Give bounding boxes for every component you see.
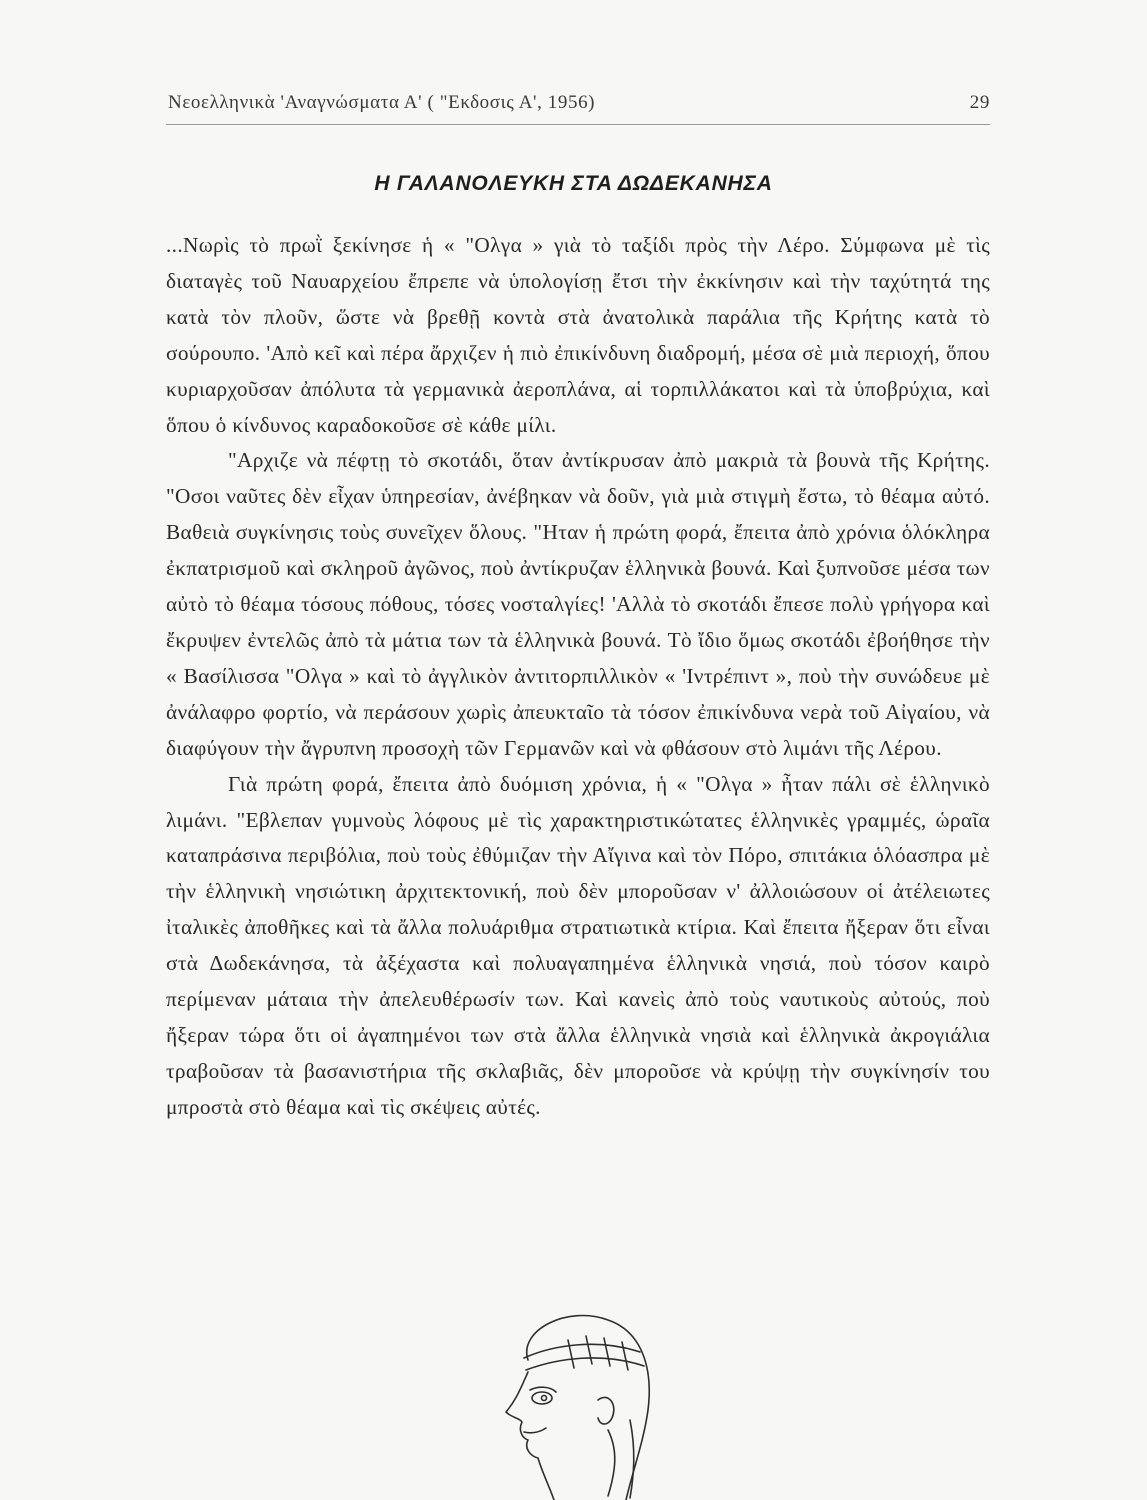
article-body	[166, 228, 990, 1126]
book-title-header: Νεοελληνικὰ 'Αναγνώσματα Α' ( "Εκδοσις Α', 1956)	[168, 92, 596, 113]
sketch-face-profile	[506, 1372, 554, 1500]
chapter-title: Η ΓΑΛΑΝΟΛΕΥΚΗ ΣΤΑ ΔΩΔΕΚΑΝΗΣΑ	[374, 172, 773, 195]
paragraph-2: "Αρχιζε νὰ πέφτῃ τὸ σκοτάδι, ὅταν ἀντίκρυσαν ἀπὸ μακριὰ τὰ βουνὰ τῆς Κρήτης. "Οσοι ναῦτες δὲν εἶχαν ὑπηρεσίαν, ἀνέβηκαν νὰ δοῦν, γιὰ μιὰ στιγμὴ ἔστω, τὸ θέαμα αὐτό. Βαθειὰ συγκίνησις τοὺς συνεῖχεν ὅλους. "Ηταν ἡ πρώτη φορά, ἔπειτα ἀπὸ χρόνια ὁλόκληρα ἐκπατρισμοῦ καὶ σκληροῦ ἀγῶνος, ποὺ ἀντίκρυζαν ἑλληνικὰ βουνά. Καὶ ξυπνοῦσε μέσα των αὐτὸ τὸ θέαμα τόσους πόθους, τόσες νοσταλγίες! 'Αλλὰ τὸ σκοτάδι ἔπεσε πολὺ γρήγορα καὶ ἔκρυψεν ἐντελῶς ἀπὸ τὰ μάτια των τὰ ἑλληνικὰ βουνά. Τὸ ἴδιο ὅμως σκοτάδι ἐβοήθησε τὴν « Βασίλισσα "Ολγα » καὶ τὸ ἀγγλικὸν ἀντιτορπιλλικὸν « 'Ιντρέπιντ », ποὺ τὴν συνώδευε μὲ ἀνάλαφρο φορτίο, νὰ περάσουν χωρὶς ἀπευκταῖο τὰ τόσον ἐπικίνδυνα νερὰ τοῦ Αἰγαίου, νὰ διαφύγουν τὴν ἄγρυπνη προσοχὴ τῶν Γερμανῶν καὶ νὰ φθάσουν στὸ λιμάνι τῆς Λέρου.	[166, 448, 990, 760]
page-number: 29	[969, 92, 990, 113]
paragraph-1: ...Νωρὶς τὸ πρωῒ ξεκίνησε ἡ « "Ολγα » γιὰ τὸ ταξίδι πρὸς τὴν Λέρο. Σύμφωνα μὲ τὶς διαταγὲς τοῦ Ναυαρχείου ἔπρεπε νὰ ὑπολογίσῃ ἔτσι τὴν ἐκκίνησιν καὶ τὴν ταχύτητά της κατὰ τὸν πλοῦν, ὥστε νὰ βρεθῇ κοντὰ στὰ ἀνατολικὰ παράλια τῆς Κρήτης κατὰ τὸ σούρουπο. 'Απὸ κεῖ καὶ πέρα ἄρχιζεν ἡ πιὸ ἐπικίνδυνη διαδρομή, μέσα σὲ μιὰ περιοχή, ὅπου κυριαρχοῦσαν ἀπόλυτα τὰ γερμανικὰ ἀεροπλάνα, αἱ τορπιλλάκατοι καὶ τὰ ὑποβρύχια, καὶ ὅπου ὁ κίνδυνος καραδοκοῦσε σὲ κάθε μίλι.	[166, 233, 990, 437]
sketch-ear	[598, 1397, 614, 1424]
paragraph-3: Γιὰ πρώτη φορά, ἔπειτα ἀπὸ δυόμιση χρόνια, ἡ « "Ολγα » ἦταν πάλι σὲ ἑλληνικὸ λιμάνι. "Εβλεπαν γυμνοὺς λόφους μὲ τὶς χαρακτηριστικώτατες ἑλληνικὲς γραμμές, ὡραῖα καταπράσινα περιβόλια, ποὺ τοὺς ἐθύμιζαν τὴν Αἴγινα καὶ τὸν Πόρο, σπιτάκια ὁλόασπρα μὲ τὴν ἑλληνικὴ νησιώτικη ἀρχιτεκτονική, ποὺ δὲν μποροῦσαν ν' ἀλλοιώσουν οἱ ἀτέλειωτες ἰταλικὲς ἀποθῆκες καὶ τὰ ἄλλα πολυάριθμα στρατιωτικὰ κτίρια. Καὶ ἔπειτα ἤξεραν ὅτι εἶναι στὰ Δωδεκάνησα, τὰ ἀξέχαστα καὶ πολυαγαπημένα ἑλληνικὰ νησιά, ποὺ τόσον καιρὸ περίμεναν μάταια τὴν ἀπελευθέρωσίν των. Καὶ κανεὶς ἀπὸ τοὺς ναυτικοὺς αὐτούς, ποὺ ἤξεραν τώρα ὅτι οἱ ἀγαπημένοι των στὰ ἄλλα ἑλληνικὰ νησιὰ καὶ ἑλληνικὰ ἀκρογιάλια τραβοῦσαν τὰ βασανιστήρια τῆς σκλαβιᾶς, δὲν μποροῦσε νὰ κρύψῃ τὴν συγκίνησίν του μπροστὰ στὸ θέαμα καὶ τὶς σκέψεις αὐτές.	[166, 771, 990, 1119]
head-sketch-illustration	[458, 1300, 678, 1500]
running-header	[168, 92, 990, 114]
header-rule	[166, 124, 990, 125]
sketch-mouth	[524, 1428, 546, 1433]
